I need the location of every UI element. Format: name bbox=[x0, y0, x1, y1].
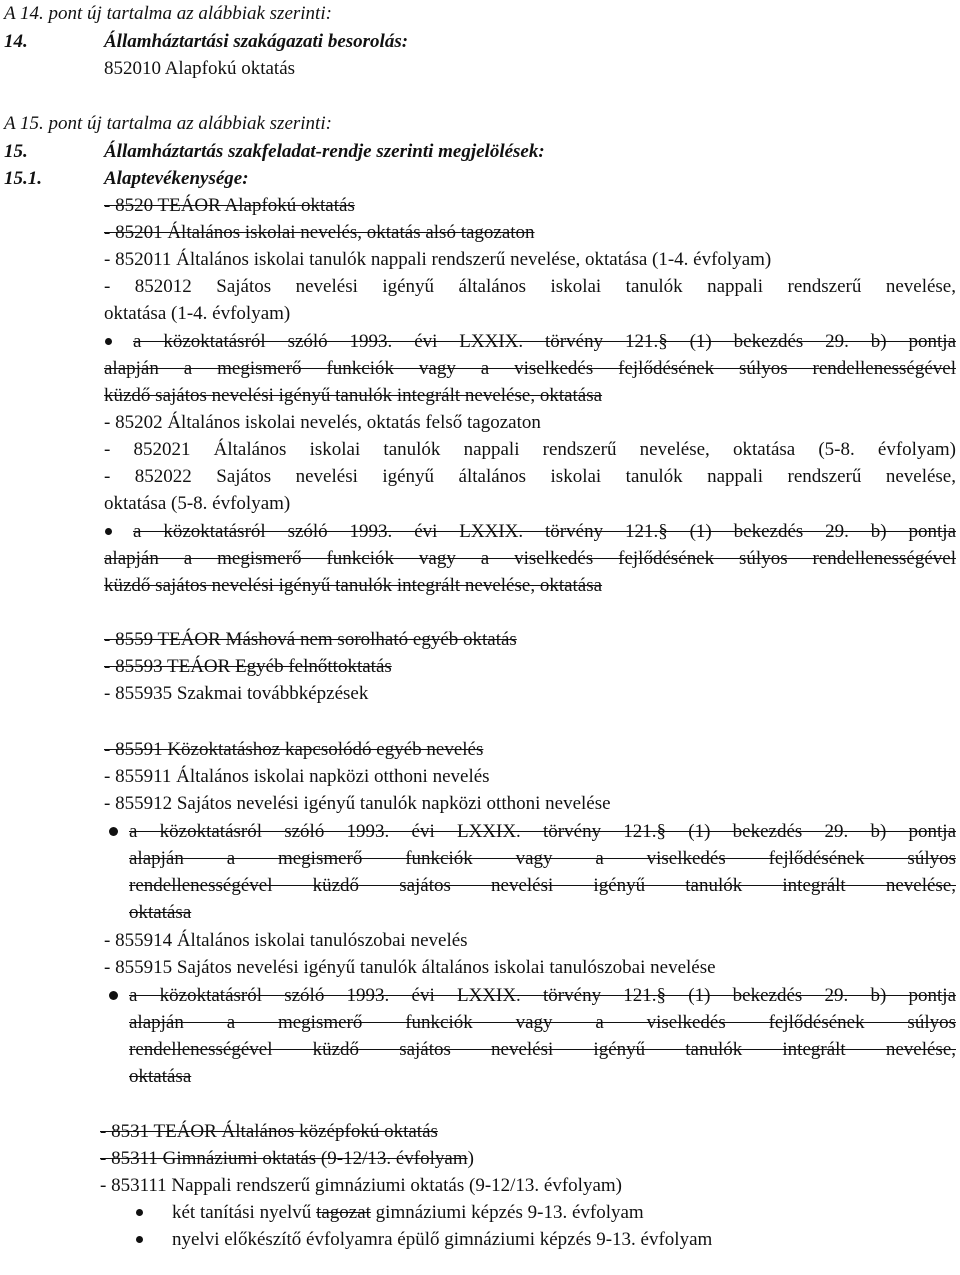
struck-note: rendellenességével küzdő sajátos nevelési igényű tanulók integrált nevelése, bbox=[129, 875, 956, 896]
struck-note: alapján a megismerő funkciók vagy a viselkedés fejlődésének súlyos bbox=[129, 848, 956, 869]
struck-note: a közoktatásról szóló 1993. évi LXXIX. törvény 121.§ (1) bekezdés 29. b) pontja bbox=[129, 821, 956, 842]
bullet-text: két tanítási nyelvű bbox=[172, 1202, 317, 1223]
struck-note: a közoktatásról szóló 1993. évi LXXIX. törvény 121.§ (1) bekezdés 29. b) pontja bbox=[133, 521, 956, 542]
p14-value: 852010 Alapfokú oktatás bbox=[104, 58, 296, 79]
struck-note: küzdő sajátos nevelési igényű tanulók integrált nevelése, oktatása bbox=[104, 385, 603, 406]
bullet-item: nyelvi előkészítő évfolyamra épülő gimnáziumi képzés 9-13. évfolyam bbox=[172, 1229, 713, 1250]
activity-line: - 855912 Sajátos nevelési igényű tanulók napközi otthoni nevelése bbox=[104, 793, 611, 814]
p15-1-heading: Alaptevékenysége: bbox=[104, 168, 249, 189]
struck-note: alapján a megismerő funkciók vagy a viselkedés fejlődésének súlyos bbox=[129, 1012, 956, 1033]
struck-note: a közoktatásról szóló 1993. évi LXXIX. törvény 121.§ (1) bekezdés 29. b) pontja bbox=[129, 985, 956, 1006]
activity-line: - 85201 Általános iskolai nevelés, oktatás alsó tagozaton bbox=[104, 222, 535, 243]
bullet-icon bbox=[105, 528, 112, 535]
activity-line: - 8559 TEÁOR Máshová nem sorolható egyéb oktatás bbox=[104, 629, 517, 650]
activity-line: - 85593 TEÁOR Egyéb felnőttoktatás bbox=[104, 656, 392, 677]
bullet-item bbox=[172, 1201, 644, 1225]
activity-line: - 85202 Általános iskolai nevelés, oktatás felső tagozaton bbox=[104, 412, 541, 433]
p14-number: 14. bbox=[4, 31, 28, 52]
activity-line: - 8520 TEÁOR Alapfokú oktatás bbox=[104, 195, 355, 216]
p15-1-number: 15.1. bbox=[4, 168, 42, 189]
activity-line: - 853111 Nappali rendszerű gimnáziumi oktatás (9-12/13. évfolyam) bbox=[100, 1175, 622, 1196]
activity-line: - 852022 Sajátos nevelési igényű általános iskolai tanulók nappali rendszerű nevelése, bbox=[104, 466, 956, 487]
activity-line: - 852021 Általános iskolai tanulók nappali rendszerű nevelése, oktatása (5-8. évfolyam) bbox=[104, 439, 956, 460]
activity-line: - 85591 Közoktatáshoz kapcsolódó egyéb nevelés bbox=[104, 739, 484, 760]
activity-line: oktatása (1-4. évfolyam) bbox=[104, 303, 291, 324]
struck-text: - 85311 Gimnáziumi oktatás (9-12/13. évfolyam bbox=[100, 1148, 468, 1169]
closing-paren: ) bbox=[467, 1148, 474, 1169]
struck-note: oktatása bbox=[129, 902, 192, 923]
p14-intro: A 14. pont új tartalma az alábbiak szerinti: bbox=[4, 3, 332, 24]
struck-note: küzdő sajátos nevelési igényű tanulók integrált nevelése, oktatása bbox=[104, 575, 603, 596]
bullet-icon bbox=[136, 1236, 143, 1243]
bullet-icon bbox=[109, 991, 118, 1000]
bullet-icon bbox=[109, 827, 118, 836]
bullet-text: gimnáziumi képzés 9-13. évfolyam bbox=[370, 1202, 644, 1223]
activity-line: - 8531 TEÁOR Általános középfokú oktatás bbox=[100, 1121, 438, 1142]
activity-line bbox=[100, 1147, 474, 1171]
activity-line: - 855911 Általános iskolai napközi otthoni nevelés bbox=[104, 766, 490, 787]
activity-line: - 855935 Szakmai továbbképzések bbox=[104, 683, 369, 704]
struck-note: alapján a megismerő funkciók vagy a viselkedés fejlődésének súlyos rendellenességével bbox=[104, 358, 956, 379]
p15-heading: Államháztartás szakfeladat-rendje szerinti megjelölések: bbox=[104, 141, 545, 162]
struck-note: oktatása bbox=[129, 1066, 192, 1087]
activity-line: - 855915 Sajátos nevelési igényű tanulók általános iskolai tanulószobai nevelése bbox=[104, 957, 716, 978]
struck-note: rendellenességével küzdő sajátos nevelési igényű tanulók integrált nevelése, bbox=[129, 1039, 956, 1060]
p15-number: 15. bbox=[4, 141, 28, 162]
activity-line: oktatása (5-8. évfolyam) bbox=[104, 493, 291, 514]
struck-note: a közoktatásról szóló 1993. évi LXXIX. törvény 121.§ (1) bekezdés 29. b) pontja bbox=[133, 331, 956, 352]
struck-text: tagozat bbox=[316, 1202, 371, 1223]
bullet-icon bbox=[136, 1209, 143, 1216]
activity-line: - 852012 Sajátos nevelési igényű általános iskolai tanulók nappali rendszerű nevelése, bbox=[104, 276, 956, 297]
struck-note: alapján a megismerő funkciók vagy a viselkedés fejlődésének súlyos rendellenességével bbox=[104, 548, 956, 569]
activity-line: - 852011 Általános iskolai tanulók nappali rendszerű nevelése, oktatása (1-4. évfolyam) bbox=[104, 249, 772, 270]
p14-heading: Államháztartási szakágazati besorolás: bbox=[104, 31, 409, 52]
activity-line: - 855914 Általános iskolai tanulószobai nevelés bbox=[104, 930, 468, 951]
p15-intro: A 15. pont új tartalma az alábbiak szerinti: bbox=[4, 113, 332, 134]
bullet-icon bbox=[105, 338, 112, 345]
